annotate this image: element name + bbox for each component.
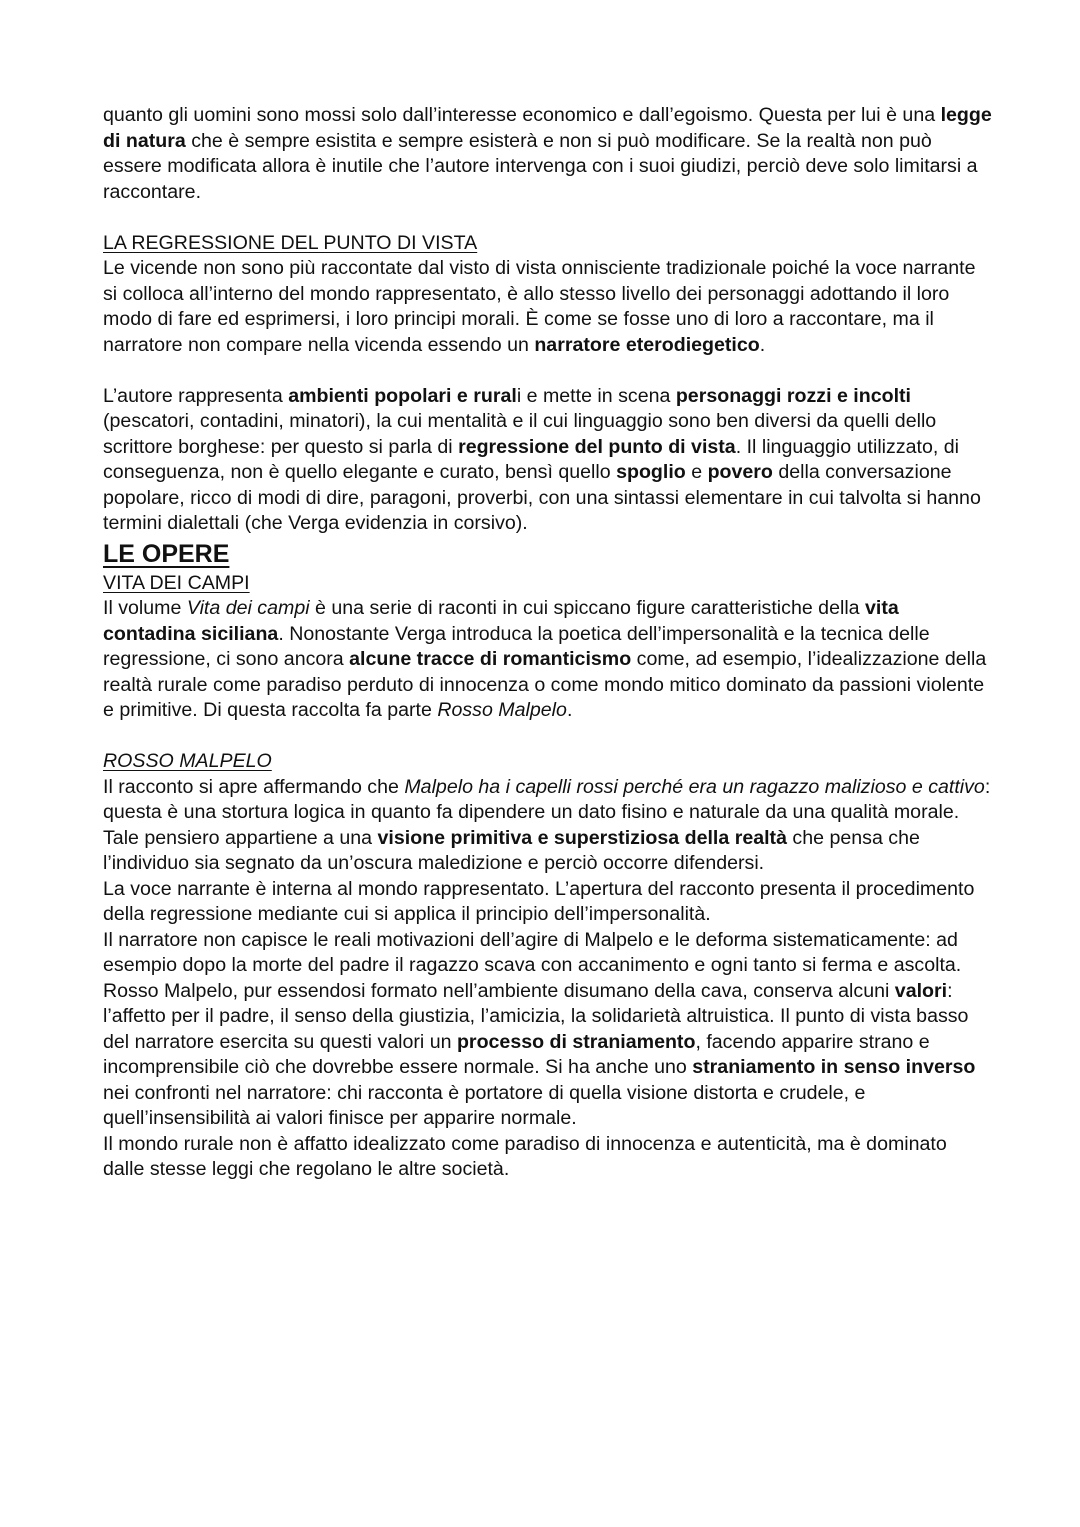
regressione-paragraph-1: Le vicende non sono più raccontate dal visto di vista onnisciente tradizionale poiché la voce narrante si colloca all’interno del mondo rappresentato, è allo stesso livello dei personaggi adottando il loro modo di fare ed esprimersi, i loro principi morali. È come se fosse uno di loro a raccontare, ma il narratore non compare nella vicenda essendo un narratore eterodiegetico.	[103, 257, 976, 356]
bold-term: valori	[894, 979, 948, 1002]
bold-term: spoglio	[616, 461, 686, 483]
bold-term: alcune tracce di romanticismo	[349, 648, 632, 670]
rosso-malpelo-paragraph-2: La voce narrante è interna al mondo rappresentato. L’apertura del racconto presenta il procedimento della regressione mediante cui si applica il principio dell’impersonalità.	[103, 877, 975, 925]
rosso-malpelo-paragraph-4: Rosso Malpelo, pur essendosi formato nell’ambiente disumano della cava, conserva alcuni valori: l’affetto per il padre, il senso della giustizia, l’amicizia, la solidarietà altruistica. Il punto di vista basso del narratore esercita su questi valori un processo di straniamento, facendo apparire strano e incomprensibile ciò che dovrebbe essere normale. Si ha anche uno straniamento in senso inverso nei confronti nel narratore: chi racconta è portatore di quella visione distorta e crudele, e quell’insensibilità ai valori finisce per apparire normale.	[103, 979, 976, 1129]
bold-term: povero	[707, 461, 773, 483]
bold-term: straniamento in senso inverso	[692, 1056, 976, 1078]
bold-term: narratore eterodiegetico	[534, 333, 760, 356]
regressione-paragraph-2: L’autore rappresenta ambienti popolari e rurali e mette in scena personaggi rozzi e incolti (pescatori, contadini, minatori), la cui mentalità e il cui linguaggio sono ben diversi da quelli dello scrittore borghese: per questo si parla di regressione del punto di vista. Il linguaggio utilizzato, di conseguenza, non è quello elegante e curato, bensì quello spoglio e povero della conversazione popolare, ricco di modi di dire, paragoni, proverbi, con una sintassi elementare in cui talvolta si hanno termini dialettali (che Verga evidenzia in corsivo).	[103, 384, 981, 534]
bold-term: personaggi rozzi e incolti	[675, 384, 911, 407]
rosso-malpelo-paragraph-3: Il narratore non capisce le reali motivazioni dell’agire di Malpelo e le deforma sistematicamente: ad esempio dopo la morte del padre il ragazzo scava con accanimento e ogni tanto si ferma e ascolta.	[103, 928, 962, 976]
italic-quote: Malpelo ha i capelli rossi perché era un ragazzo malizioso e cattivo	[404, 775, 985, 798]
bold-term: processo di straniamento	[456, 1030, 696, 1053]
vita-dei-campi-paragraph: Il volume Vita dei campi è una serie di raconti in cui spiccano figure caratteristiche della vita contadina siciliana. Nonostante Verga introduca la poetica dell’impersonalità e la tecnica delle regressione, ci sono ancora alcune tracce di romanticismo come, ad esempio, l’idealizzazione della realtà rurale come paradiso perduto di innocenza o come mondo mitico dominato da passioni violente e primitive. Di questa raccolta fa parte Rosso Malpelo.	[103, 597, 987, 721]
italic-title: Rosso Malpelo	[437, 699, 567, 721]
bold-term: regressione del punto di vista	[458, 435, 736, 458]
bold-term: ambienti popolari e rural	[288, 384, 517, 407]
bold-term: visione primitiva e superstiziosa della realtà	[377, 826, 787, 849]
italic-title: Vita dei campi	[186, 597, 310, 619]
document-page	[103, 103, 993, 1183]
rosso-malpelo-paragraph-5: Il mondo rurale non è affatto idealizzato come paradiso di innocenza e autenticità, ma è dominato dalle stesse leggi che regolano le altre società.	[103, 1132, 947, 1180]
section-heading-vita-dei-campi: VITA DEI CAMPI	[103, 571, 250, 594]
rosso-malpelo-paragraph-1: Il racconto si apre affermando che Malpelo ha i capelli rossi perché era un ragazzo malizioso e cattivo: questa è una stortura logica in quanto fa dipendere un dato fisino e naturale da una qualità morale. Tale pensiero appartiene a una visione primitiva e superstiziosa della realtà che pensa che l’individuo sia segnato da un’oscura maledizione e perciò occorre difendersi.	[103, 775, 991, 874]
section-heading-rosso-malpelo: ROSSO MALPELO	[103, 750, 272, 772]
section-heading-opere: LE OPERE	[103, 539, 230, 568]
bold-term: legge di natura	[103, 104, 992, 152]
bold-term: vita contadina siciliana	[103, 597, 899, 645]
intro-paragraph: quanto gli uomini sono mossi solo dall’interesse economico e dall’egoismo. Questa per lui è una legge di natura che è sempre esistita e sempre esisterà e non si può modificare. Se la realtà non può essere modificata allora è inutile che l’autore intervenga con i suoi giudizi, perciò deve solo limitarsi a raccontare.	[103, 104, 992, 203]
section-heading-regressione: LA REGRESSIONE DEL PUNTO DI VISTA	[103, 231, 478, 254]
